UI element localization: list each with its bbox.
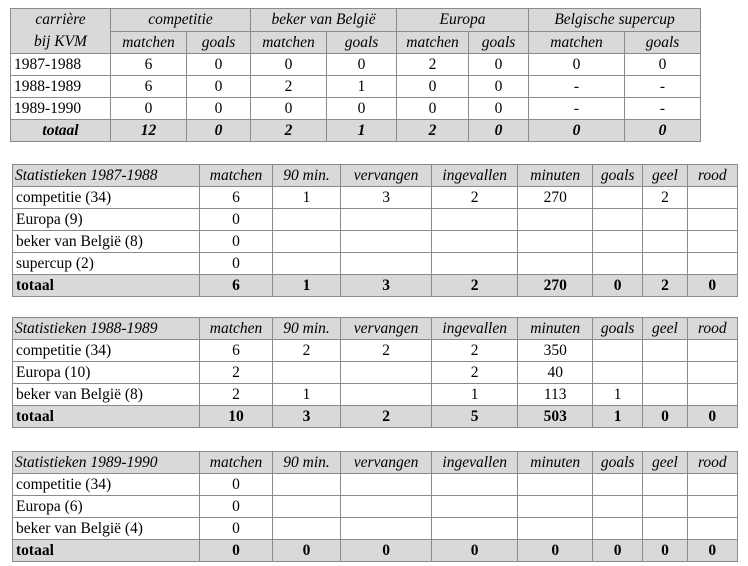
competition-cell: beker van België (8) [13,231,200,253]
value-cell [592,253,642,275]
season-cell: 1987-1988 [11,54,111,76]
sub-header: matchen [397,31,469,54]
value-cell [687,474,737,496]
stats-title: Statistieken 1988-1989 [13,318,200,340]
value-cell: 6 [200,340,273,362]
value-cell: 2 [431,340,518,362]
col-header: geel [643,318,687,340]
value-cell [592,209,642,231]
value-cell [341,231,432,253]
header-row [13,165,738,187]
value-cell: 1 [327,76,397,98]
value-cell: 0 [469,54,529,76]
value-cell: - [625,76,701,98]
value-cell [687,340,737,362]
value-cell [341,474,432,496]
competition-cell: competitie (34) [13,474,200,496]
value-cell [643,340,687,362]
value-cell: 6 [111,76,187,98]
value-cell: 0 [187,76,251,98]
col-header: geel [643,165,687,187]
total-cell: 1 [272,275,340,297]
total-row [13,406,738,428]
value-cell [643,231,687,253]
value-cell: 2 [397,54,469,76]
table-row [13,340,738,362]
value-cell: 0 [625,54,701,76]
value-cell [431,253,518,275]
total-cell: 0 [643,406,687,428]
value-cell [431,496,518,518]
table-row [13,496,738,518]
career-corner-header [11,9,111,54]
value-cell [341,253,432,275]
total-cell: 6 [200,275,273,297]
group-header-supercup: Belgische supercup [529,9,701,32]
value-cell: 0 [251,98,327,120]
col-header: matchen [200,165,273,187]
value-cell [687,253,737,275]
table-row [13,253,738,275]
value-cell: 0 [469,98,529,120]
total-cell: 1 [327,120,397,142]
col-header: 90 min. [272,452,340,474]
total-cell: 0 [687,275,737,297]
table-row [13,209,738,231]
value-cell [518,474,593,496]
value-cell: 0 [200,474,273,496]
value-cell: 2 [200,384,273,406]
total-cell: 2 [251,120,327,142]
value-cell: 0 [111,98,187,120]
table-row [13,187,738,209]
total-label: totaal [13,406,200,428]
value-cell [431,518,518,540]
value-cell [592,231,642,253]
total-cell: 0 [341,540,432,562]
value-cell: 0 [187,98,251,120]
total-cell: 0 [625,120,701,142]
competition-cell: Europa (10) [13,362,200,384]
col-header: ingevallen [431,165,518,187]
sub-header: goals [187,31,251,54]
career-table [10,8,701,142]
value-cell [643,209,687,231]
value-cell: 40 [518,362,593,384]
value-cell [272,474,340,496]
value-cell [431,474,518,496]
value-cell: 2 [200,362,273,384]
value-cell [341,209,432,231]
total-cell: 0 [592,540,642,562]
total-cell: 0 [687,540,737,562]
value-cell: - [625,98,701,120]
group-header-beker: beker van België [251,9,397,32]
value-cell [272,362,340,384]
col-header: vervangen [341,452,432,474]
sub-header: goals [469,31,529,54]
col-header: vervangen [341,165,432,187]
col-header: 90 min. [272,165,340,187]
total-cell: 2 [643,275,687,297]
competition-cell: supercup (2) [13,253,200,275]
value-cell: 2 [341,340,432,362]
value-cell: 1 [272,384,340,406]
value-cell [341,496,432,518]
value-cell: 2 [431,187,518,209]
table-row [11,54,701,76]
total-cell: 0 [469,120,529,142]
value-cell: 3 [341,187,432,209]
value-cell [592,340,642,362]
value-cell [341,518,432,540]
table-row [11,98,701,120]
value-cell: 0 [469,76,529,98]
value-cell: 350 [518,340,593,362]
value-cell [687,362,737,384]
total-cell: 12 [111,120,187,142]
stats-title: Statistieken 1989-1990 [13,452,200,474]
value-cell [643,518,687,540]
value-cell [272,209,340,231]
stats-title: Statistieken 1987-1988 [13,165,200,187]
value-cell [592,187,642,209]
total-cell: 0 [643,540,687,562]
value-cell [687,518,737,540]
season-cell: 1989-1990 [11,98,111,120]
table-row [13,518,738,540]
value-cell: 0 [187,54,251,76]
competition-cell: competitie (34) [13,340,200,362]
total-cell: 0 [200,540,273,562]
total-cell: 0 [529,120,625,142]
value-cell [272,496,340,518]
value-cell [643,474,687,496]
competition-cell: competitie (34) [13,187,200,209]
value-cell: 2 [643,187,687,209]
value-cell: - [529,76,625,98]
career-corner-line-2: bij KVM [34,33,87,50]
competition-cell: beker van België (4) [13,518,200,540]
total-cell: 3 [341,275,432,297]
table-row [13,231,738,253]
col-header: rood [687,165,737,187]
sub-header: goals [327,31,397,54]
value-cell [518,209,593,231]
competition-cell: Europa (6) [13,496,200,518]
total-cell: 2 [431,275,518,297]
header-row [13,318,738,340]
value-cell [592,474,642,496]
value-cell [341,384,432,406]
value-cell [592,362,642,384]
table-row [11,76,701,98]
value-cell: 0 [200,253,273,275]
value-cell: 113 [518,384,593,406]
value-cell [687,384,737,406]
total-cell: 503 [518,406,593,428]
col-header: minuten [518,452,593,474]
total-cell: 5 [431,406,518,428]
value-cell: 6 [200,187,273,209]
total-cell: 2 [341,406,432,428]
col-header: minuten [518,318,593,340]
season-cell: 1988-1989 [11,76,111,98]
col-header: goals [592,165,642,187]
competition-cell: Europa (9) [13,209,200,231]
value-cell: 0 [529,54,625,76]
sub-header: matchen [529,31,625,54]
competition-cell: beker van België (8) [13,384,200,406]
value-cell [431,231,518,253]
total-cell: 0 [431,540,518,562]
value-cell [643,384,687,406]
group-header-europa: Europa [397,9,529,32]
value-cell [518,231,593,253]
value-cell [272,253,340,275]
total-cell: 2 [397,120,469,142]
total-cell: 3 [272,406,340,428]
value-cell: 1 [592,384,642,406]
total-cell: 0 [272,540,340,562]
group-header-competitie: competitie [111,9,251,32]
value-cell: 6 [111,54,187,76]
value-cell: 0 [200,496,273,518]
table-row [13,362,738,384]
stats-table-1987-1988 [12,164,738,297]
value-cell: 0 [327,54,397,76]
total-row [11,120,701,142]
col-header: goals [592,318,642,340]
value-cell [518,518,593,540]
value-cell [272,518,340,540]
value-cell [431,209,518,231]
value-cell [592,518,642,540]
value-cell: 2 [251,76,327,98]
value-cell: 2 [431,362,518,384]
value-cell [687,209,737,231]
total-row [13,540,738,562]
table-row [13,384,738,406]
value-cell [643,253,687,275]
stats-table-1988-1989 [12,317,738,428]
header-row [13,452,738,474]
value-cell: 0 [251,54,327,76]
sub-header: matchen [251,31,327,54]
value-cell [643,362,687,384]
col-header: 90 min. [272,318,340,340]
value-cell: - [529,98,625,120]
value-cell [687,496,737,518]
total-label: totaal [13,275,200,297]
value-cell: 270 [518,187,593,209]
total-cell: 0 [592,275,642,297]
total-cell: 270 [518,275,593,297]
value-cell: 0 [200,209,273,231]
value-cell [687,187,737,209]
total-cell: 0 [687,406,737,428]
value-cell [518,496,593,518]
value-cell: 0 [200,518,273,540]
total-cell: 1 [592,406,642,428]
value-cell: 0 [397,98,469,120]
total-label: totaal [11,120,111,142]
total-row [13,275,738,297]
total-cell: 0 [518,540,593,562]
value-cell: 0 [200,231,273,253]
value-cell [643,496,687,518]
value-cell: 2 [272,340,340,362]
col-header: rood [687,318,737,340]
col-header: geel [643,452,687,474]
career-corner-line-1: carrière [35,11,86,28]
value-cell [592,496,642,518]
value-cell [272,231,340,253]
value-cell [518,253,593,275]
col-header: ingevallen [431,452,518,474]
value-cell [341,362,432,384]
value-cell [687,231,737,253]
col-header: matchen [200,318,273,340]
col-header: vervangen [341,318,432,340]
col-header: rood [687,452,737,474]
value-cell: 1 [272,187,340,209]
value-cell: 0 [397,76,469,98]
stats-table-1989-1990 [12,451,738,562]
col-header: minuten [518,165,593,187]
table-row [13,474,738,496]
value-cell: 1 [431,384,518,406]
total-cell: 0 [187,120,251,142]
col-header: matchen [200,452,273,474]
total-label: totaal [13,540,200,562]
sub-header: goals [625,31,701,54]
col-header: goals [592,452,642,474]
sub-header: matchen [111,31,187,54]
total-cell: 10 [200,406,273,428]
col-header: ingevallen [431,318,518,340]
value-cell: 0 [327,98,397,120]
